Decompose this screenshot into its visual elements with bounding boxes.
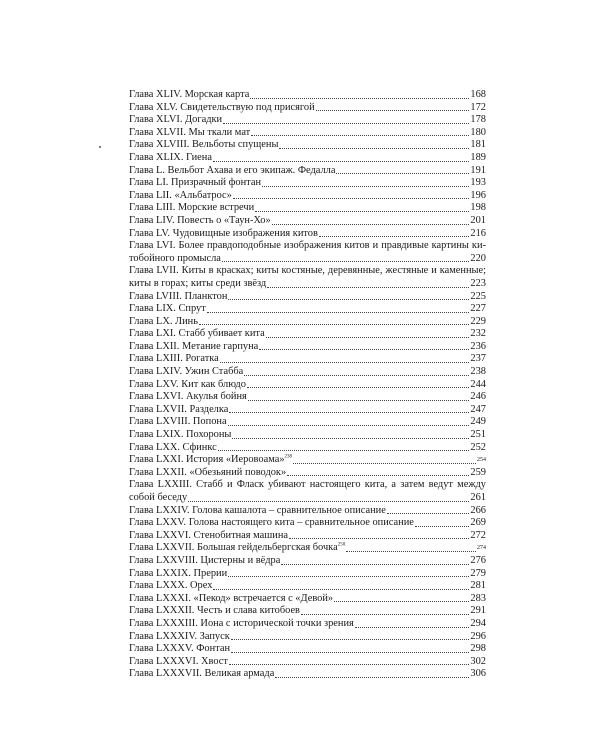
dot-leader (244, 375, 469, 376)
toc-page-number: 172 (470, 101, 486, 113)
toc-page-number: 249 (470, 416, 486, 428)
toc-entry[interactable] (129, 404, 486, 417)
dot-leader (228, 299, 469, 300)
toc-entry[interactable] (129, 593, 486, 606)
toc-entry[interactable] (129, 530, 486, 543)
toc-entry-title-text: Глава LXI. Стабб убивает кита (129, 328, 265, 340)
toc-page-number: 236 (470, 340, 486, 352)
dot-leader (334, 601, 469, 602)
toc-entry-title-text: Глава XLIX. Гиена (129, 151, 212, 163)
toc-page-number: 291 (470, 605, 486, 617)
dot-leader (250, 98, 469, 99)
toc-entry-title-text: Глава LIII. Морские встречи (129, 202, 255, 214)
toc-entry-title-text: Глава LXXXVII. Великая армада (129, 668, 275, 680)
toc-entry[interactable] (129, 114, 486, 127)
toc-entry-title-text: Глава LXX. Сфинкс (129, 441, 217, 453)
toc-page-number: 298 (470, 643, 486, 655)
dot-leader (199, 324, 469, 325)
toc-entry[interactable] (129, 102, 486, 115)
toc-page-number: 281 (470, 580, 486, 592)
toc-entry-title (129, 643, 230, 656)
toc-page-number: 216 (470, 227, 486, 239)
toc-entry[interactable] (129, 353, 486, 366)
toc-entry-title-text: Глава LVIII. Планктон (129, 290, 228, 302)
toc-page-number: 261 (470, 492, 486, 503)
toc-entry-title-text: Глава LXXXI. «Пекод» встречается с «Девой» (129, 592, 334, 604)
toc-page-number: 302 (470, 655, 486, 667)
toc-entry-title-text: Глава LXIII. Рогатка (129, 353, 219, 365)
toc-entry[interactable] (129, 165, 486, 178)
toc-entry[interactable] (129, 366, 486, 379)
dot-leader (267, 287, 469, 288)
toc-entry-title (129, 328, 265, 341)
dot-leader (218, 450, 470, 451)
dot-leader (266, 337, 470, 338)
dot-leader (259, 349, 469, 350)
dot-leader (228, 425, 470, 426)
toc-page-number: 198 (470, 202, 486, 214)
dot-leader (229, 412, 469, 413)
toc-entry-title-text: Глава L. Вельбот Ахава и его экипаж. Федалла (129, 164, 336, 176)
toc-entry-title-text: Глава LIX. Спрут (129, 303, 206, 315)
toc-entry-title (129, 618, 354, 631)
footnote-marker: 238 (284, 454, 293, 460)
toc-entry[interactable] (129, 505, 486, 518)
toc-entry-title (129, 568, 227, 581)
toc-entry[interactable] (129, 391, 486, 404)
dot-leader (287, 475, 469, 476)
toc-entry[interactable] (129, 580, 486, 593)
toc-entry-title-line: Глава LXXIII. Стабб и Фласк убивают настоящего кита, а затем ведут между (129, 479, 486, 491)
toc-entry-title-text: Глава LXXXVI. Хвост (129, 655, 228, 667)
dot-leader (293, 463, 476, 464)
toc-entry-title (129, 580, 212, 593)
toc-page-number: 168 (470, 89, 486, 100)
table-of-contents (129, 89, 486, 681)
dot-leader (229, 664, 469, 665)
toc-entry-title (129, 505, 386, 518)
toc-entry[interactable] (129, 643, 486, 656)
toc-entry-title (129, 341, 258, 354)
toc-entry[interactable] (129, 618, 486, 631)
toc-entry-title-text: Глава XLVIII. Вельботы спущены (129, 139, 279, 151)
toc-page-number: 189 (470, 151, 486, 163)
toc-entry-title (129, 102, 315, 115)
toc-entry-title-text: Глава LXII. Метание гарпуна (129, 340, 259, 352)
toc-entry-title-text: Глава LXXIV. Голова кашалота – сравнительное описание (129, 504, 386, 516)
toc-entry-title (129, 555, 280, 568)
toc-entry[interactable] (129, 215, 486, 228)
dot-leader (387, 513, 470, 514)
toc-entry-title (129, 442, 217, 455)
toc-page-number: 220 (470, 252, 486, 264)
toc-entry[interactable] (129, 316, 486, 329)
dot-leader (316, 110, 470, 111)
toc-page-number: 279 (470, 567, 486, 579)
toc-entry-title-text: Глава LXXI. История «Иеровоама» (129, 454, 285, 466)
footnote-marker: 250 (337, 542, 346, 548)
toc-entry-title (129, 467, 286, 480)
toc-entry[interactable] (129, 152, 486, 165)
toc-entry-title-text: Глава LXVI. Акулья бойня (129, 391, 247, 403)
dot-leader (262, 186, 469, 187)
toc-entry[interactable] (129, 442, 486, 455)
toc-entry[interactable] (129, 341, 486, 354)
toc-entry-title-text: Глава LXV. Кит как блюдо (129, 378, 246, 390)
toc-entry-title-text: Глава LXIX. Похороны (129, 429, 232, 441)
toc-page-number: 274 (477, 545, 486, 552)
toc-entry-title (129, 190, 232, 203)
dot-leader (272, 224, 470, 225)
toc-page-number: 252 (470, 441, 486, 453)
toc-entry-title-text: Глава LV. Чудовищные изображения китов (129, 227, 318, 239)
toc-entry[interactable] (129, 202, 486, 215)
dot-leader (228, 576, 469, 577)
toc-entry-title (129, 656, 228, 669)
toc-page-number: 269 (470, 517, 486, 529)
toc-entry[interactable] (129, 517, 486, 530)
dot-leader (223, 123, 469, 124)
toc-entry[interactable] (129, 467, 486, 480)
toc-entry-title (129, 353, 219, 366)
dot-leader (336, 173, 469, 174)
toc-page-number: 276 (470, 554, 486, 566)
toc-entry-title-line: Глава LVII. Киты в красках; киты костяные, деревянные, жестяные и каменные; (129, 265, 486, 277)
toc-entry-title (129, 303, 206, 316)
toc-entry-title (129, 404, 228, 417)
toc-page-number: 251 (470, 429, 486, 441)
toc-entry-title-text: Глава LXVII. Разделка (129, 403, 229, 415)
dot-leader (222, 261, 469, 262)
toc-entry[interactable] (129, 177, 486, 190)
toc-page-number: 259 (470, 466, 486, 478)
toc-entry-title (129, 631, 230, 644)
toc-page-number: 247 (470, 403, 486, 415)
toc-entry[interactable] (129, 89, 486, 102)
toc-entry-title-text: Глава LXXXV. Фонтан (129, 643, 231, 655)
toc-entry-title (129, 593, 333, 606)
toc-entry-title (129, 165, 335, 178)
toc-entry-title (129, 542, 345, 555)
dot-leader (213, 589, 469, 590)
toc-entry[interactable] (129, 253, 486, 266)
dot-leader (279, 148, 469, 149)
toc-page-number: 225 (470, 290, 486, 302)
dot-leader (319, 236, 470, 237)
dot-leader (232, 438, 469, 439)
toc-entry[interactable] (129, 668, 486, 681)
toc-entry[interactable] (129, 291, 486, 304)
toc-page-number: 237 (470, 353, 486, 365)
toc-entry[interactable] (129, 568, 486, 581)
toc-entry-title-text: Глава XLV. Свидетельствую под присягой (129, 101, 315, 113)
dot-leader (248, 400, 470, 401)
toc-page-number: 223 (470, 277, 486, 289)
dot-leader (301, 614, 469, 615)
dot-leader (281, 564, 469, 565)
dot-leader (275, 677, 469, 678)
toc-page-number: 294 (470, 617, 486, 629)
toc-entry-title-text: Глава LXXVI. Стенобитная машина (129, 529, 289, 541)
toc-entry-title-text: Глава LXXXIV. Запуск (129, 630, 230, 642)
toc-entry-title (129, 605, 300, 618)
toc-page-number: 244 (470, 378, 486, 390)
toc-entry-title: собой беседу (129, 492, 188, 503)
dot-leader (207, 312, 470, 313)
toc-entry[interactable] (129, 605, 486, 618)
toc-entry-title (129, 391, 247, 404)
toc-entry-title (129, 152, 212, 165)
toc-entry[interactable] (129, 379, 486, 392)
toc-page-number: 227 (470, 303, 486, 315)
toc-page-number: 191 (470, 164, 486, 176)
dot-leader (255, 211, 469, 212)
toc-entry-title (129, 416, 227, 429)
dot-leader (213, 161, 469, 162)
toc-entry-title (129, 454, 292, 467)
toc-entry[interactable] (129, 454, 486, 467)
toc-entry-title (129, 668, 274, 681)
toc-entry-title-text: Глава LXXXII. Честь и слава китобоев (129, 605, 300, 617)
toc-entry-title (129, 89, 249, 102)
dot-leader (220, 362, 470, 363)
toc-entry-title-text: Глава XLIV. Морская карта (129, 89, 250, 100)
toc-entry-title (129, 202, 254, 215)
toc-entry-title-text: Глава LIV. Повесть о «Таун-Хо» (129, 214, 271, 226)
dot-leader (231, 639, 470, 640)
dot-leader (251, 135, 469, 136)
dot-leader (346, 551, 476, 552)
toc-entry-title (129, 429, 231, 442)
toc-entry[interactable] (129, 139, 486, 152)
toc-entry[interactable] (129, 542, 486, 555)
toc-page-number: 272 (470, 529, 486, 541)
toc-entry-title (129, 316, 198, 329)
toc-page-number: 229 (470, 315, 486, 327)
toc-entry[interactable] (129, 127, 486, 140)
toc-entry[interactable] (129, 303, 486, 316)
toc-entry[interactable] (129, 278, 486, 291)
toc-entry[interactable] (129, 492, 486, 505)
toc-page-number: 306 (470, 668, 486, 680)
toc-entry[interactable] (129, 631, 486, 644)
toc-page-number: 193 (470, 177, 486, 189)
toc-page-number: 196 (470, 189, 486, 201)
toc-page-number: 266 (470, 504, 486, 516)
toc-entry-title-text: Глава LXXIX. Прерии (129, 567, 228, 579)
toc-entry-title-text: Глава LXXV. Голова настоящего кита – сравнительное описание (129, 517, 414, 529)
toc-entry[interactable] (129, 555, 486, 568)
dot-leader (188, 501, 469, 502)
toc-page-number: 238 (470, 366, 486, 378)
toc-page-number: 180 (470, 126, 486, 138)
toc-page-number: 181 (470, 139, 486, 151)
dot-leader (231, 652, 469, 653)
toc-entry[interactable] (129, 429, 486, 442)
toc-entry-title (129, 291, 227, 304)
toc-entry[interactable] (129, 228, 486, 241)
toc-entry-title: тобойного промысла (129, 252, 221, 264)
toc-entry-title (129, 228, 318, 241)
toc-page-number: 201 (470, 214, 486, 226)
toc-entry-title (129, 530, 288, 543)
toc-entry-title-text: Глава LI. Призрачный фонтан (129, 177, 262, 189)
toc-entry[interactable] (129, 328, 486, 341)
toc-entry-title-text: Глава LXXVII. Большая гейдельбергская бочка (129, 542, 338, 554)
toc-entry[interactable] (129, 190, 486, 203)
toc-page-number: 246 (470, 391, 486, 403)
toc-entry-title-text: Глава LXXXIII. Иона с исторической точки зрения (129, 617, 354, 629)
toc-entry-title (129, 366, 243, 379)
toc-entry-title-text: Глава LXIV. Ужин Стабба (129, 366, 244, 378)
toc-entry-title (129, 127, 250, 140)
toc-entry-title-text: Глава LXXX. Орех (129, 580, 213, 592)
toc-entry-title-text: Глава LX. Линь (129, 315, 198, 327)
dot-leader (289, 538, 469, 539)
toc-page-number: 296 (470, 630, 486, 642)
toc-entry-title (129, 114, 222, 127)
toc-entry[interactable] (129, 656, 486, 669)
toc-entry-title: киты в горах; киты среди звёзд (129, 277, 267, 289)
toc-entry-title-text: Глава XLVII. Мы ткали мат (129, 126, 251, 138)
scan-speck (99, 146, 101, 148)
toc-entry-title-text: Глава LXXVIII. Цистерны и вёдра (129, 554, 281, 566)
toc-entry-title-text: Глава LXVIII. Попона (129, 416, 227, 428)
toc-page-number: 178 (470, 114, 486, 126)
toc-page-number: 232 (470, 328, 486, 340)
toc-page-number: 254 (477, 457, 486, 464)
toc-entry-title-text: Глава XLVI. Догадки (129, 114, 223, 126)
dot-leader (247, 387, 469, 388)
toc-entry-title (129, 517, 414, 530)
toc-page-number: 283 (470, 592, 486, 604)
dot-leader (415, 526, 470, 527)
toc-entry-title-text: Глава LXXII. «Обезьяний поводок» (129, 466, 287, 478)
dot-leader (355, 627, 470, 628)
toc-entry-title-line: Глава LVI. Более правдоподобные изображения китов и правдивые картины ки- (129, 240, 486, 252)
toc-entry[interactable] (129, 416, 486, 429)
toc-entry-title (129, 215, 271, 228)
toc-entry-title (129, 379, 246, 392)
dot-leader (233, 198, 470, 199)
toc-entry-title-text: Глава LII. «Альбатрос» (129, 189, 232, 201)
toc-entry-title (129, 139, 278, 152)
toc-entry-title (129, 177, 261, 190)
